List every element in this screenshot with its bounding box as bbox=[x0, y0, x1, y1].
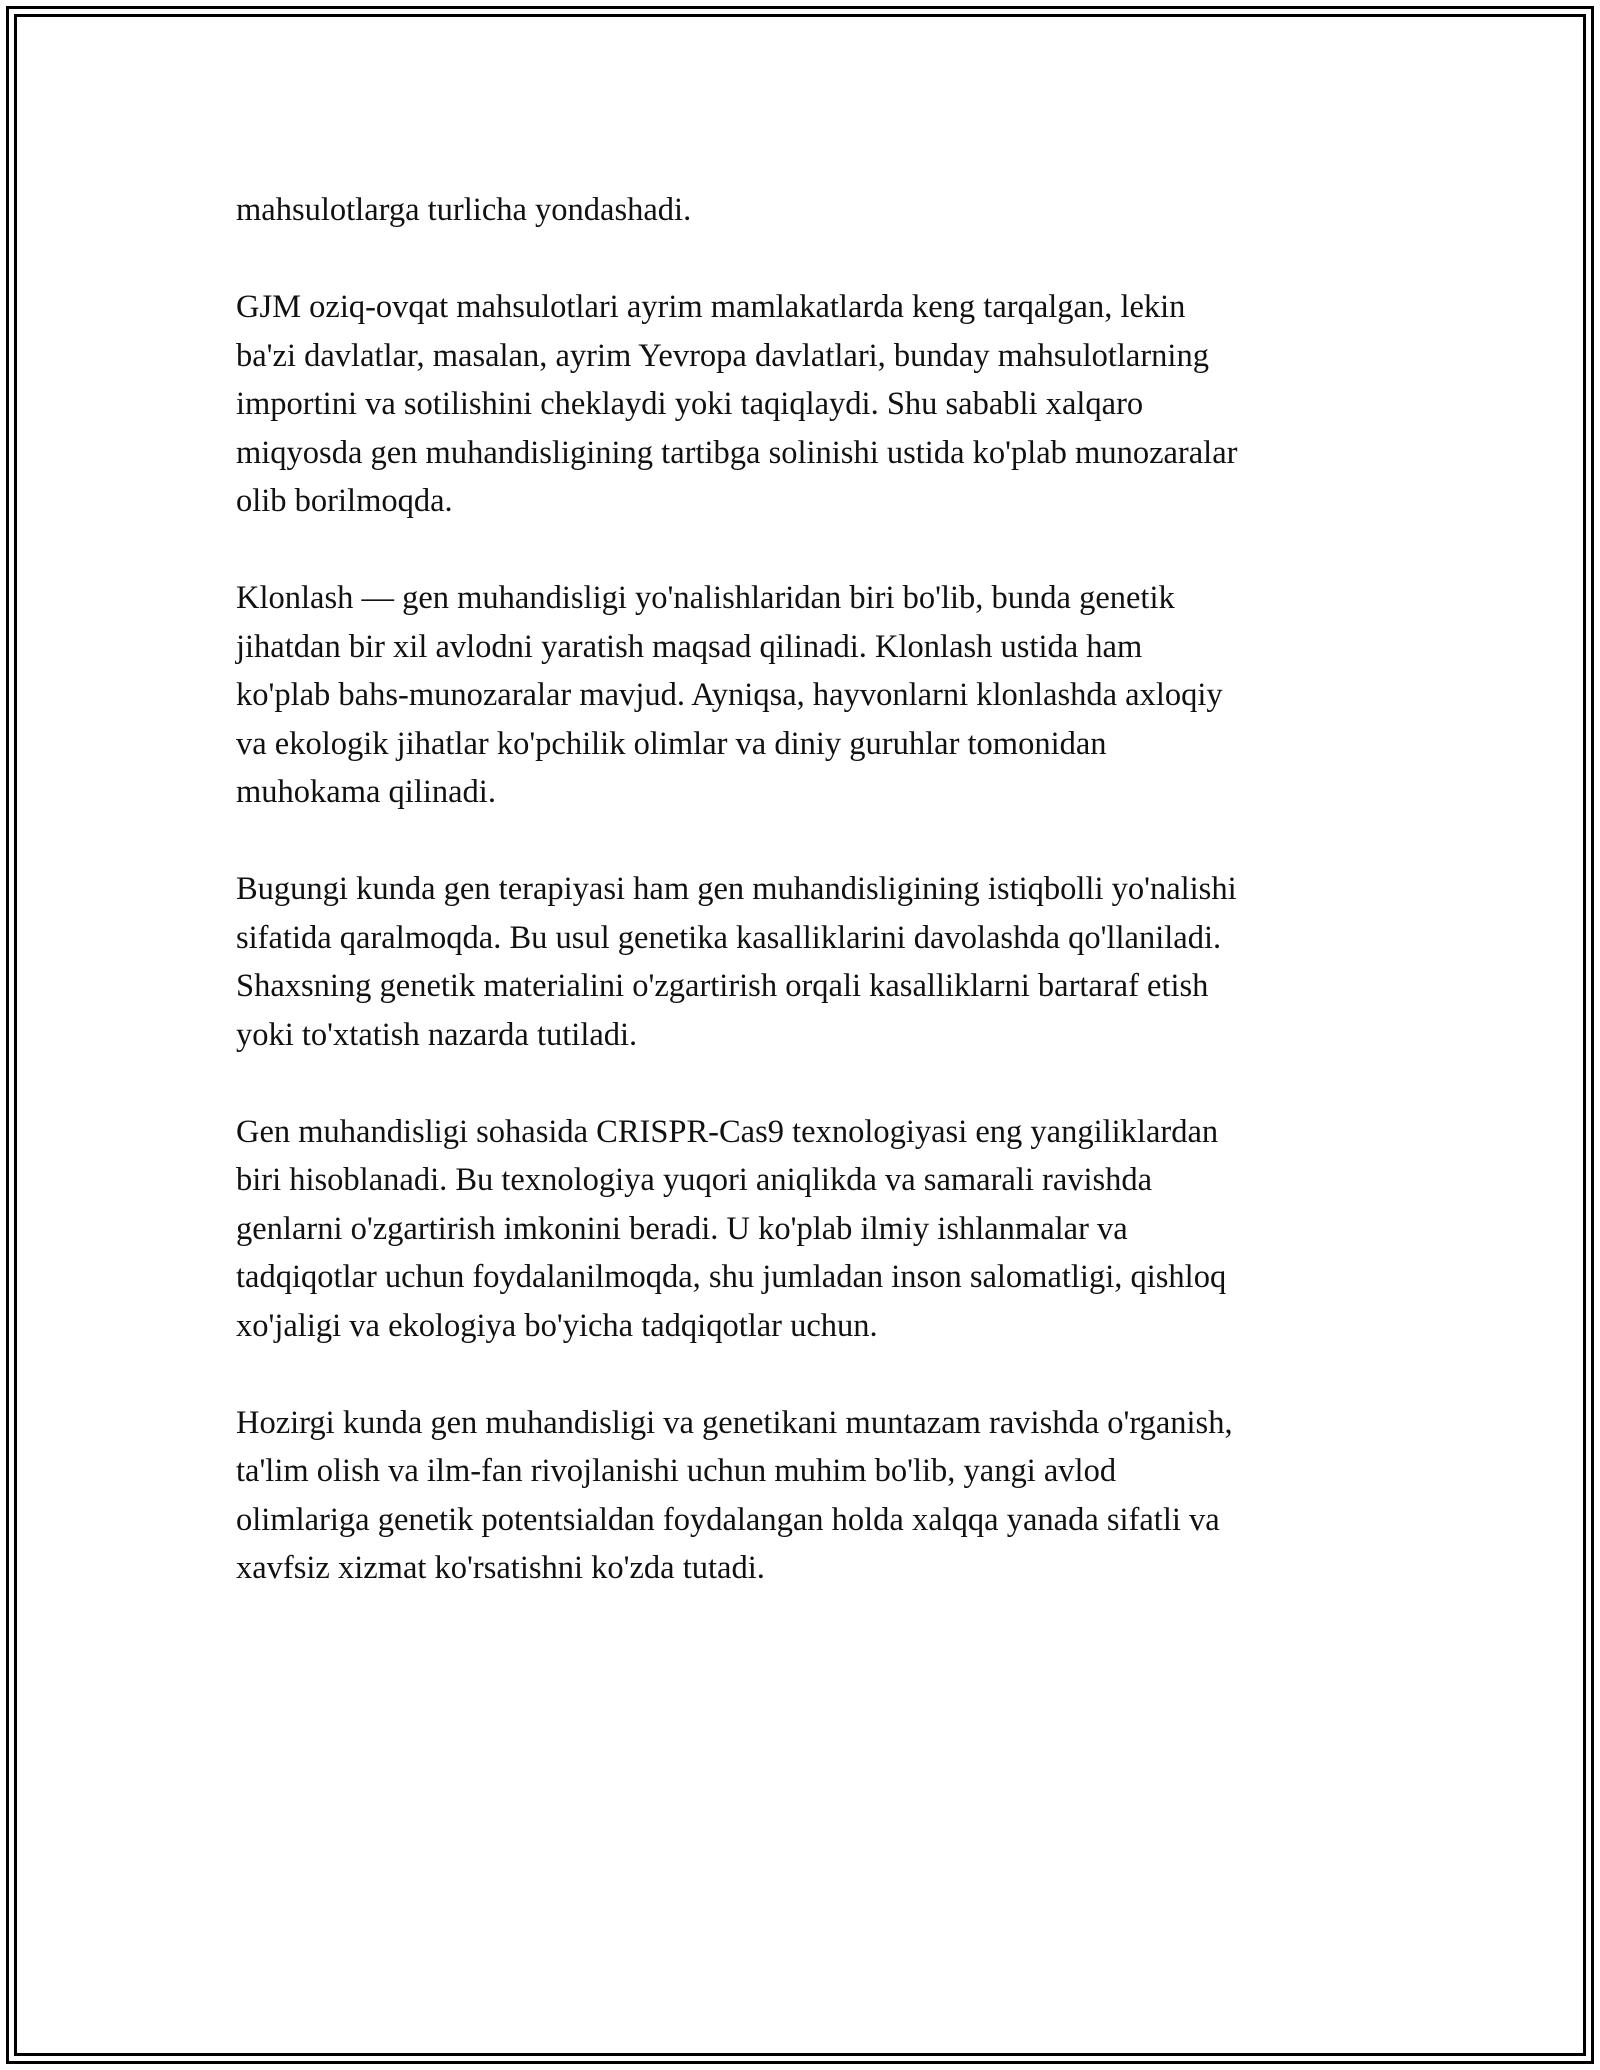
paragraph-crispr: Gen muhandisligi sohasida CRISPR-Cas9 texnologiyasi eng yangiliklardan biri hisoblanadi. Bu texnologiya yuqori aniqlikda va samarali ravishda genlarni o'zgartirish imkonini beradi. U ko'plab ilmiy ishlanmalar va tadqiqotlar uchun foydalanilmoqda, shu jumladan inson salomatligi, qishloq xo'jaligi va ekologiya bo'yicha tadqiqotlar uchun. bbox=[236, 1113, 1227, 1344]
paragraph-cloning: Klonlash — gen muhandisligi yo'nalishlaridan biri bo'lib, bunda genetik jihatdan bir xil avlodni yaratish maqsad qilinadi. Klonlash ustida ham ko'plab bahs-munozaralar mavjud. Ayniqsa, hayvonlarni klonlashda axloqiy va ekologik jihatlar ko'pchilik olimlar va diniy guruhlar tomonidan muhokama qilinadi. bbox=[236, 580, 1223, 810]
paragraph-gmo-regulation: GJM oziq-ovqat mahsulotlari ayrim mamlakatlarda keng tarqalgan, lekin ba'zi davlatlar, masalan, ayrim Yevropa davlatlari, bunday mahsulotlarning importini va sotilishini cheklaydi yoki taqiqlaydi. Shu sababli xalqaro miqyosda gen muhandisligining tartibga solinishi ustida ko'plab munozaralar olib borilmoqda. bbox=[236, 289, 1238, 519]
document-body bbox=[236, 186, 1376, 1641]
paragraph-gene-therapy: Bugungi kunda gen terapiyasi ham gen muhandisligining istiqbolli yo'nalishi sifatida qaralmoqda. Bu usul genetika kasalliklarini davolashda qo'llaniladi. Shaxsning genetik materialini o'zgartirish orqali kasalliklarni bartaraf etish yoki to'xtatish nazarda tutiladi. bbox=[236, 871, 1237, 1053]
paragraph-conclusion: Hozirgi kunda gen muhandisligi va genetikani muntazam ravishda o'rganish, ta'lim olish va ilm-fan rivojlanishi uchun muhim bo'lib, yangi avlod olimlariga genetik potentsialdan foydalangan holda xalqqa yanada sifatli va xavfsiz xizmat ko'rsatishni ko'zda tutadi. bbox=[236, 1404, 1233, 1586]
paragraph-continuation: mahsulotlarga turlicha yondashadi. bbox=[236, 192, 692, 228]
